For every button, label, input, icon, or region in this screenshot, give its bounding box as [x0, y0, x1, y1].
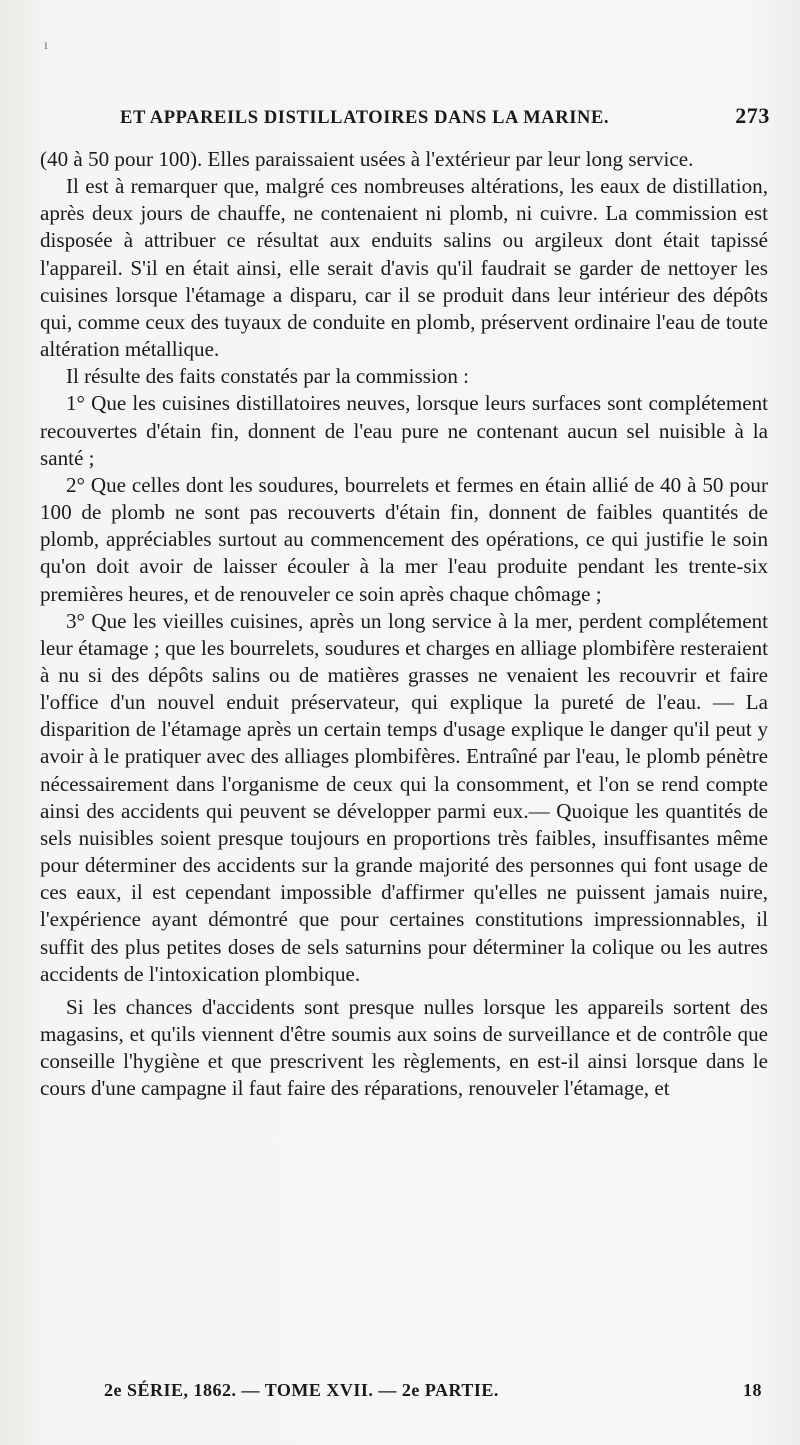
margin-mark: ı: [44, 38, 48, 53]
running-title: ET APPAREILS DISTILLATOIRES DANS LA MARINE.: [120, 108, 610, 128]
signature-mark: 18: [743, 1380, 762, 1400]
page-footer: [40, 1380, 762, 1401]
paragraph: Si les chances d'accidents sont presque nulles lorsque les appareils sortent des magasins, et qu'ils viennent d'être soumis aux soins de surveillance et de contrôle que conseille l'hygiène et que prescrivent les règlements, en est-il ainsi lorsque dans le cours d'une campagne il faut faire des réparations, renouveler l'étamage, et: [40, 994, 768, 1101]
running-header: [40, 103, 770, 129]
series-line: 2e SÉRIE, 1862. — TOME XVII. — 2e PARTIE.: [104, 1380, 499, 1400]
paragraph-continuation: (40 à 50 pour 100). Elles paraissaient usées à l'extérieur par leur long service.: [40, 147, 694, 171]
list-item-3: 3° Que les vieilles cuisines, après un long service à la mer, perdent complétement leur étamage ; que les bourrelets, soudures et charges en alliage plombifère resteraient à nu si des dépôts salins ou de matières grasses ne venaient les recouvrir et faire l'office d'un nouvel enduit préservateur, qui explique la pureté de l'eau. — La disparition de l'étamage après un certain temps d'usage explique le danger qu'il peut y avoir à le pratiquer avec des alliages plombifères. Entraîné par l'eau, le plomb pénètre nécessairement dans l'organisme de ceux qui la consomment, et l'on se rend compte ainsi des accidents qui peuvent se développer parmi eux.— Quoique les quantités de sels nuisibles soient presque toujours en proportions très faibles, insuffisantes même pour déterminer des accidents sur la grande majorité des personnes qui font usage de ces eaux, il est cependant impossible d'affirmer qu'elles ne puissent jamais nuire, l'expérience ayant démontré que pour certaines constitutions impressionnables, il suffit des plus petites doses de sels saturnins pour déterminer la colique ou les autres accidents de l'intoxication plombique.: [40, 608, 768, 986]
list-item-2: 2° Que celles dont les soudures, bourrelets et fermes en étain allié de 40 à 50 pour 100 de plomb ne sont pas recouverts d'étain fin, donnent de faibles quantités de plomb, appréciables surtout au commencement des opérations, ce qui justifie le soin qu'on doit avoir de laisser écouler à la mer l'eau produite pendant les trente-six premières heures, et de renouveler ce soin après chaque chômage ;: [40, 472, 768, 606]
page-number: 273: [735, 103, 770, 128]
paragraph: Il résulte des faits constatés par la commission :: [66, 364, 470, 389]
body-text: [40, 146, 768, 1102]
list-item-1: 1° Que les cuisines distillatoires neuves, lorsque leurs surfaces sont complétement recouvertes d'étain fin, donnent de l'eau pure ne contenant aucun sel nuisible à la santé ;: [40, 391, 768, 470]
paragraph: Il est à remarquer que, malgré ces nombreuses altérations, les eaux de distillation, après deux jours de chauffe, ne contenaient ni plomb, ni cuivre. La commission est disposée à attribuer ce résultat aux enduits salins ou argileux dont était tapissé l'appareil. S'il en était ainsi, elle serait d'avis qu'il faudrait se garder de nettoyer les cuisines lorsque l'étamage a disparu, car il se produit dans leur intérieur des dépôts qui, comme ceux des tuyaux de conduite en plomb, préservent ordinaire l'eau de toute altération métallique.: [40, 174, 768, 362]
